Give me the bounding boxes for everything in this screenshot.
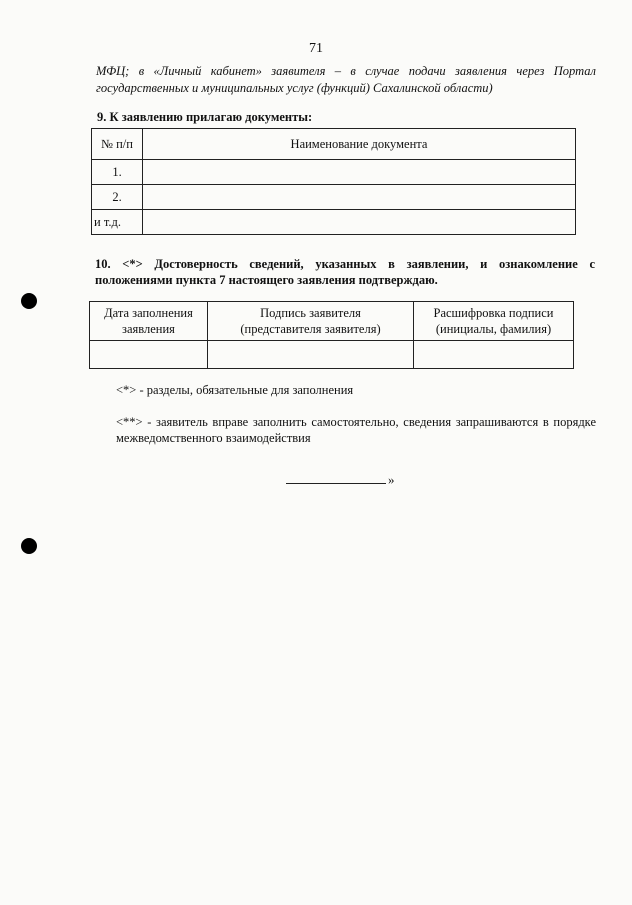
column-header-document: Наименование документа xyxy=(143,129,576,160)
column-header-decoding xyxy=(414,302,574,341)
document-name-cell[interactable] xyxy=(143,185,576,210)
optional-note: <**> - заявитель вправе заполнить самостоятельно, сведения запрашиваются в порядке межведомственного взаимодействия xyxy=(116,415,596,445)
row-number-cell: и т.д. xyxy=(92,210,143,235)
table-header-row xyxy=(92,129,576,160)
table-row xyxy=(90,341,574,369)
closing-quote: » xyxy=(388,472,395,487)
column-header-line: Расшифровка подписи xyxy=(433,306,554,320)
page-number: 71 xyxy=(309,41,323,56)
signature-table xyxy=(89,301,574,369)
section-9-heading: 9. К заявлению прилагаю документы: xyxy=(97,110,313,124)
signature-cell[interactable] xyxy=(208,341,414,369)
punch-hole-icon xyxy=(21,293,37,309)
column-header-date xyxy=(90,302,208,341)
column-header-line: Подпись заявителя xyxy=(260,306,361,320)
section-10-heading: 10. <*> Достоверность сведений, указанных в заявлении, и ознакомление с положениями пункта 7 настоящего заявления подтверждаю. xyxy=(95,257,595,287)
column-header-number: № п/п xyxy=(92,129,143,160)
row-number-cell: 1. xyxy=(92,160,143,185)
table-row xyxy=(92,185,576,210)
column-header-line: Дата заполнения xyxy=(104,306,193,320)
column-header-line: (инициалы, фамилия) xyxy=(435,322,552,336)
table-row xyxy=(92,160,576,185)
punch-hole-icon xyxy=(21,538,37,554)
documents-table xyxy=(91,128,576,235)
date-cell[interactable] xyxy=(90,341,208,369)
table-row xyxy=(92,210,576,235)
blank-line xyxy=(286,483,386,484)
column-header-line: (представителя заявителя) xyxy=(240,322,381,336)
closing-line xyxy=(286,472,395,488)
row-number-cell: 2. xyxy=(92,185,143,210)
document-name-cell[interactable] xyxy=(143,210,576,235)
table-header-row xyxy=(90,302,574,341)
decoding-cell[interactable] xyxy=(414,341,574,369)
intro-paragraph: МФЦ; в «Личный кабинет» заявителя – в случае подачи заявления через Портал государственных и муниципальных услуг (функций) Сахалинской области) xyxy=(96,64,596,95)
required-note: <*> - разделы, обязательные для заполнения xyxy=(116,383,354,397)
document-name-cell[interactable] xyxy=(143,160,576,185)
column-header-line: заявления xyxy=(122,322,175,336)
column-header-signature xyxy=(208,302,414,341)
